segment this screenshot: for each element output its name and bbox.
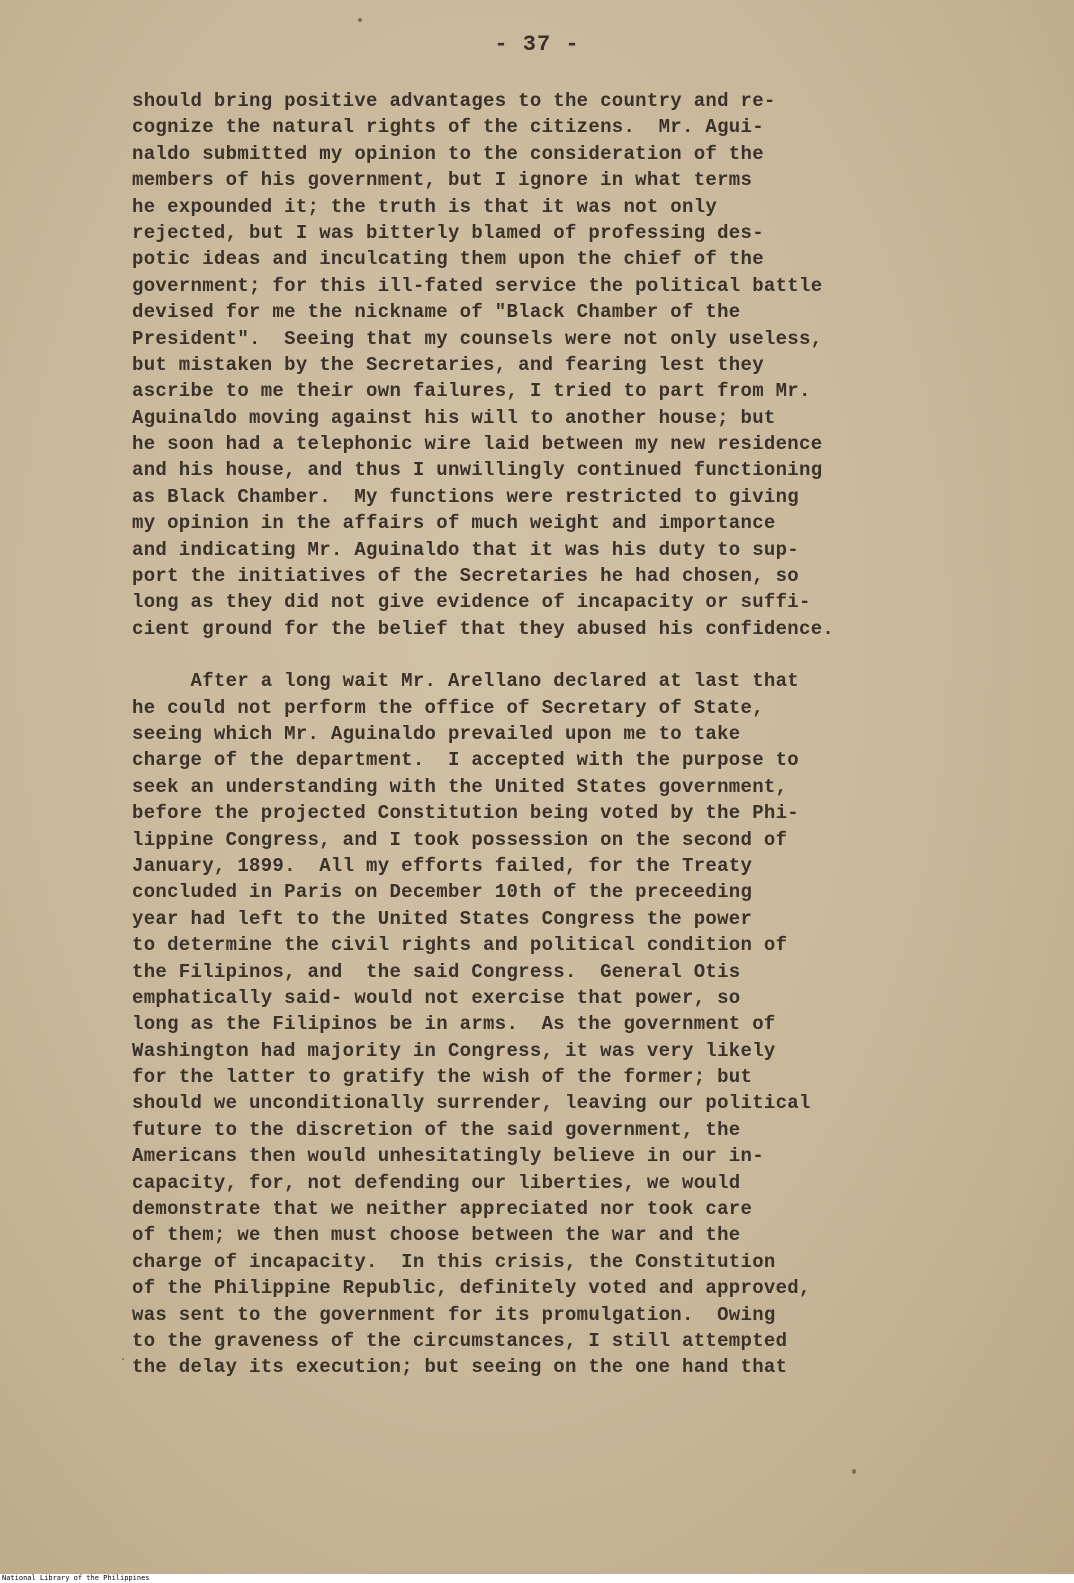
text-line: for the latter to gratify the wish of the former; but	[132, 1066, 753, 1089]
text-line: Americans then would unhesitatingly believe in our in-	[132, 1145, 764, 1168]
text-line: the delay its execution; but seeing on the one hand that	[132, 1356, 788, 1379]
paragraph-1	[132, 88, 932, 642]
text-line: cognize the natural rights of the citizens. Mr. Agui-	[132, 116, 764, 139]
text-line: charge of incapacity. In this crisis, the Constitution	[132, 1250, 776, 1273]
text-line: Washington had majority in Congress, it was very likely	[132, 1039, 776, 1062]
text-line: my opinion in the affairs of much weight and importance	[132, 512, 776, 535]
text-line: but mistaken by the Secretaries, and fearing lest they	[132, 353, 764, 376]
text-line: long as they did not give evidence of incapacity or suffi-	[132, 591, 811, 614]
text-line: as Black Chamber. My functions were restricted to giving	[132, 485, 800, 508]
text-line: he soon had a telephonic wire laid between my new residence	[132, 433, 823, 456]
text-line: port the initiatives of the Secretaries he had chosen, so	[132, 565, 800, 588]
ink-speck	[122, 1358, 124, 1360]
text-line: year had left to the United States Congress the power	[132, 907, 753, 930]
ink-speck	[852, 1469, 856, 1474]
text-line: he expounded it; the truth is that it was not only	[132, 195, 718, 218]
text-line: should bring positive advantages to the country and re-	[132, 90, 776, 112]
text-line: rejected, but I was bitterly blamed of professing des-	[132, 221, 764, 244]
text-line: devised for me the nickname of "Black Chamber of the	[132, 301, 741, 324]
text-line: President". Seeing that my counsels were not only useless,	[132, 327, 823, 350]
text-line: seek an understanding with the United States government,	[132, 775, 788, 798]
text-line: After a long wait Mr. Arellano declared at last that	[132, 670, 800, 693]
text-line: charge of the department. I accepted with the purpose to	[132, 749, 800, 772]
footer-strip	[0, 1574, 1074, 1583]
text-line: demonstrate that we neither appreciated nor took care	[132, 1198, 753, 1221]
text-line: emphatically said- would not exercise that power, so	[132, 986, 741, 1009]
paragraph-2	[132, 668, 932, 1381]
text-line: lippine Congress, and I took possession on the second of	[132, 828, 788, 851]
text-line: he could not perform the office of Secretary of State,	[132, 696, 764, 719]
text-line: capacity, for, not defending our liberties, we would	[132, 1171, 741, 1194]
text-line: should we unconditionally surrender, leaving our political	[132, 1092, 811, 1115]
text-line: concluded in Paris on December 10th of the preceeding	[132, 881, 753, 904]
text-line: before the projected Constitution being voted by the Phi-	[132, 802, 800, 825]
text-line: of the Philippine Republic, definitely voted and approved,	[132, 1277, 811, 1300]
page-number: - 37 -	[494, 32, 580, 57]
text-line: future to the discretion of the said government, the	[132, 1118, 741, 1141]
text-line: the Filipinos, and the said Congress. General Otis	[132, 960, 741, 983]
text-line: was sent to the government for its promulgation. Owing	[132, 1303, 776, 1326]
text-line: of them; we then must choose between the war and the	[132, 1224, 741, 1247]
text-line: potic ideas and inculcating them upon the chief of the	[132, 248, 764, 271]
text-line: ascribe to me their own failures, I tried to part from Mr.	[132, 380, 811, 403]
text-line: Aguinaldo moving against his will to another house; but	[132, 406, 776, 429]
text-line: January, 1899. All my efforts failed, for the Treaty	[132, 854, 753, 877]
ink-speck	[358, 18, 362, 22]
text-line: members of his government, but I ignore in what terms	[132, 169, 753, 192]
text-line: seeing which Mr. Aguinaldo prevailed upon me to take	[132, 722, 741, 745]
footer-credit: National Library of the Philippines	[2, 1574, 150, 1582]
text-line: long as the Filipinos be in arms. As the government of	[132, 1013, 776, 1036]
text-line: to the graveness of the circumstances, I still attempted	[132, 1329, 788, 1352]
text-line: and indicating Mr. Aguinaldo that it was his duty to sup-	[132, 538, 800, 561]
text-line: cient ground for the belief that they abused his confidence.	[132, 617, 835, 640]
text-line: and his house, and thus I unwillingly continued functioning	[132, 459, 823, 482]
text-line: government; for this ill-fated service the political battle	[132, 274, 823, 297]
text-line: to determine the civil rights and political condition of	[132, 934, 788, 957]
text-line: naldo submitted my opinion to the consideration of the	[132, 142, 764, 165]
document-body	[132, 88, 932, 1381]
